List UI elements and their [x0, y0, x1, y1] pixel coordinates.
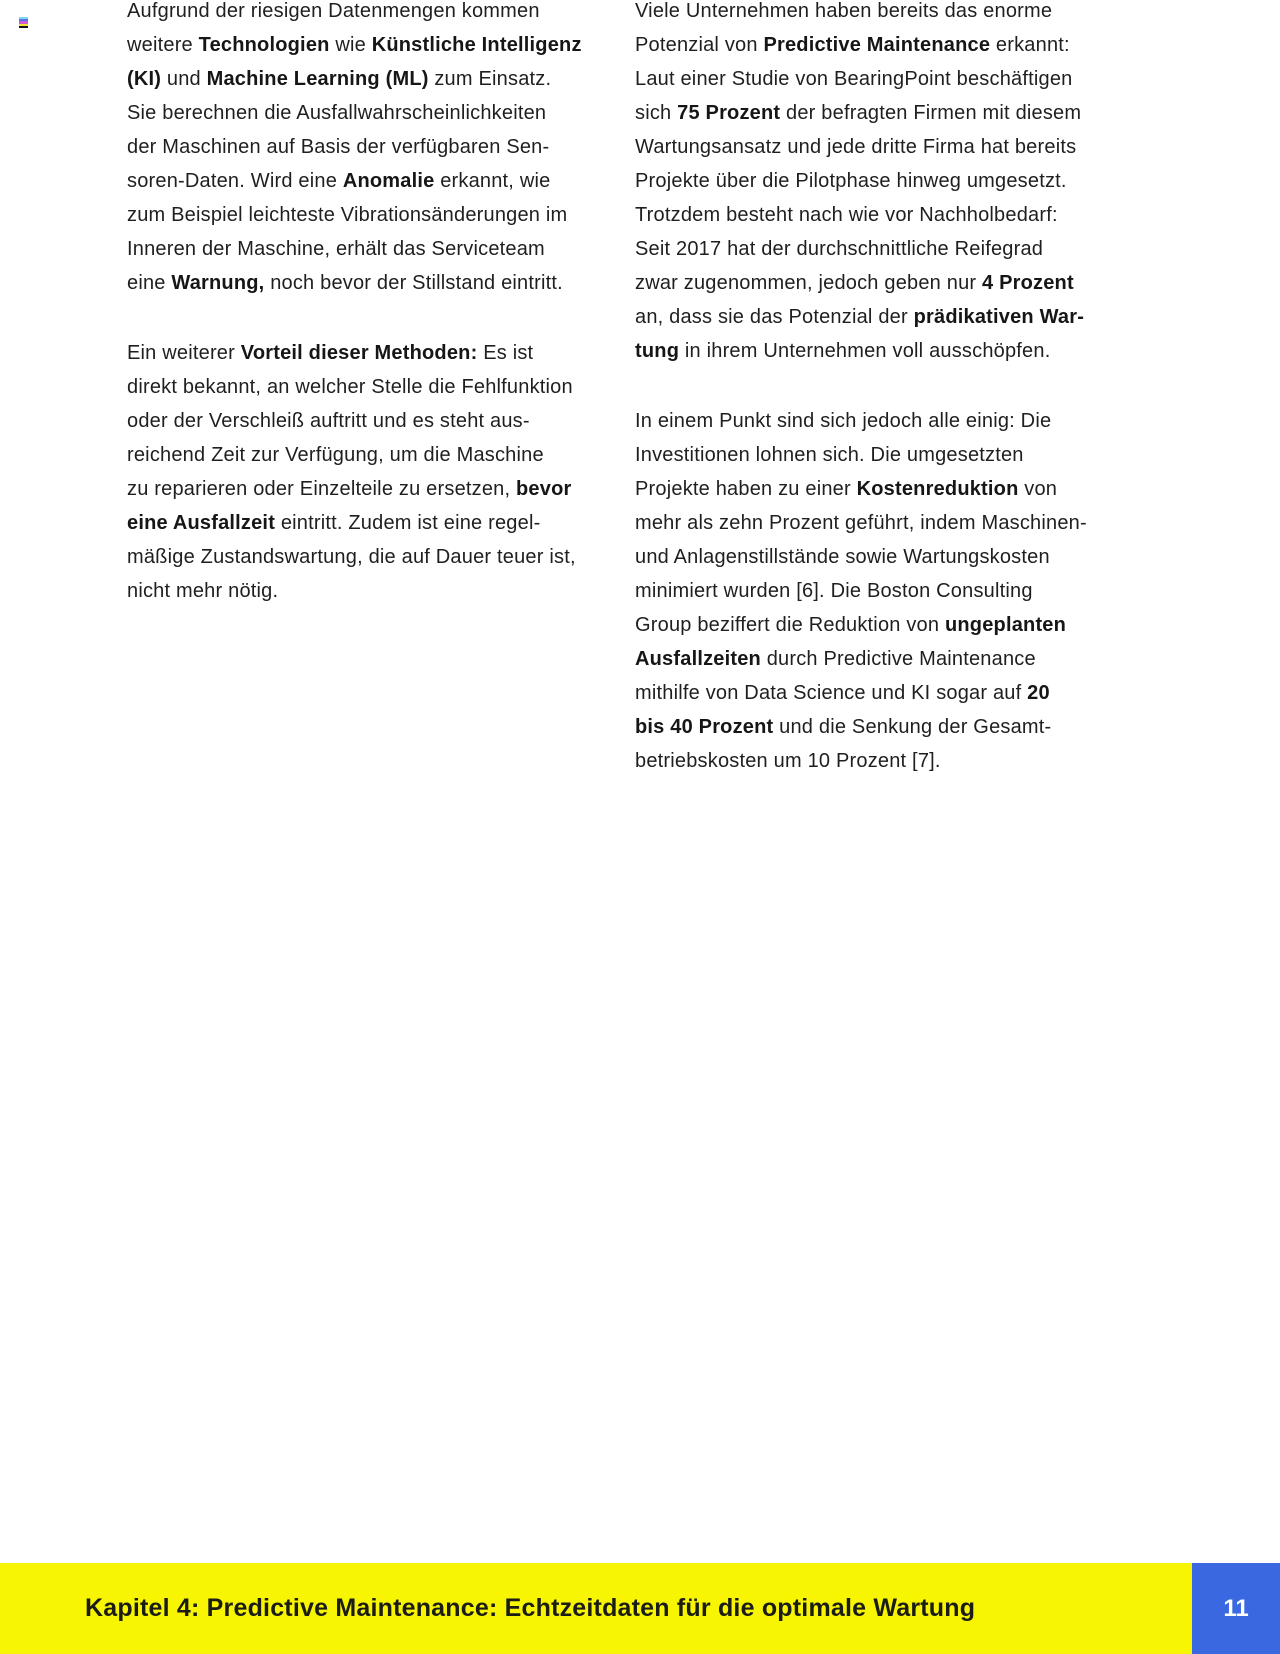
text-segment: Trotzdem besteht nach wie vor Nachholbedarf:	[635, 204, 1058, 226]
bold-text-segment: 75 Prozent	[677, 102, 781, 124]
text-segment: In einem Punkt sind sich jedoch alle einig: Die	[635, 410, 1052, 432]
text-line	[635, 164, 1115, 198]
text-line	[127, 130, 622, 164]
text-segment: Group beziffert die Reduktion von	[635, 614, 945, 636]
text-line	[635, 266, 1115, 300]
text-line	[635, 62, 1115, 96]
text-segment: Projekte über die Pilotphase hinweg umgesetzt.	[635, 170, 1067, 192]
text-segment: und die Senkung der Gesamt-	[773, 716, 1052, 738]
text-line	[635, 744, 1115, 778]
text-line	[635, 472, 1115, 506]
text-segment: weitere	[127, 34, 199, 56]
text-segment: Ein weiterer	[127, 342, 241, 364]
text-segment: Aufgrund der riesigen Datenmengen kommen	[127, 0, 540, 22]
text-line	[635, 232, 1115, 266]
text-segment: und Anlagenstillstände sowie Wartungskosten	[635, 546, 1050, 568]
bold-text-segment: prädikativen War-	[913, 306, 1085, 328]
text-segment: erkannt, wie	[434, 170, 551, 192]
text-segment: oder der Verschleiß auftritt und es steht aus-	[127, 410, 530, 432]
color-stripe	[19, 26, 28, 28]
text-line	[127, 370, 622, 404]
paragraph	[127, 0, 622, 300]
text-line	[635, 642, 1115, 676]
bold-text-segment: Warnung,	[171, 272, 265, 294]
text-line	[127, 232, 622, 266]
text-segment: betriebskosten um 10 Prozent [7].	[635, 750, 941, 772]
text-line	[127, 438, 622, 472]
bold-text-segment: ungeplanten	[944, 614, 1067, 636]
paragraph	[635, 404, 1115, 778]
text-segment: Wartungsansatz und jede dritte Firma hat bereits	[635, 136, 1077, 158]
text-segment: mäßige Zustandswartung, die auf Dauer teuer ist,	[127, 546, 576, 568]
text-line	[635, 0, 1115, 28]
text-segment: nicht mehr nötig.	[127, 580, 279, 602]
text-line	[635, 96, 1115, 130]
footer-chapter-strip	[0, 1563, 1192, 1654]
text-segment: der befragten Firmen mit diesem	[780, 102, 1082, 124]
text-segment: noch bevor der Stillstand eintritt.	[264, 272, 563, 294]
text-segment: soren-Daten. Wird eine	[127, 170, 343, 192]
text-line	[127, 472, 622, 506]
cmyk-print-mark-icon	[19, 17, 28, 28]
text-segment: wie	[329, 34, 372, 56]
text-segment: mehr als zehn Prozent geführt, indem Maschinen-	[635, 512, 1087, 534]
bold-text-segment: Predictive Maintenance	[763, 34, 991, 56]
text-segment: durch Predictive Maintenance	[760, 648, 1036, 670]
text-segment: mithilfe von Data Science und KI sogar auf	[635, 682, 1028, 704]
text-line	[127, 28, 622, 62]
bold-text-segment: tung	[635, 340, 680, 362]
text-line	[635, 28, 1115, 62]
text-segment: und	[161, 68, 207, 90]
bold-text-segment: bis 40 Prozent	[635, 716, 774, 738]
bold-text-segment: Anomalie	[342, 170, 435, 192]
text-segment: Sie berechnen die Ausfallwahrscheinlichkeiten	[127, 102, 547, 124]
text-line	[127, 96, 622, 130]
text-line	[635, 334, 1115, 368]
page-number-box	[1192, 1563, 1280, 1654]
text-segment: zum Einsatz.	[428, 68, 552, 90]
bold-text-segment: Künstliche Intelligenz	[371, 34, 582, 56]
footer-bar	[0, 1563, 1280, 1654]
text-segment: Viele Unternehmen haben bereits das enorme	[635, 0, 1053, 22]
text-line	[127, 62, 622, 96]
text-line	[635, 676, 1115, 710]
text-segment: von	[1018, 478, 1058, 500]
text-line	[127, 266, 622, 300]
text-line	[635, 574, 1115, 608]
text-line	[635, 506, 1115, 540]
bold-text-segment: Technologien	[198, 34, 330, 56]
text-line	[127, 574, 622, 608]
text-segment: sich	[635, 102, 678, 124]
text-segment: der Maschinen auf Basis der verfügbaren Sen-	[127, 136, 550, 158]
left-text-column	[127, 0, 622, 644]
text-segment: an, dass sie das Potenzial der	[635, 306, 914, 328]
text-segment: eintritt. Zudem ist eine regel-	[275, 512, 541, 534]
text-segment: direkt bekannt, an welcher Stelle die Fehlfunktion	[127, 376, 573, 398]
text-line	[635, 540, 1115, 574]
bold-text-segment: Machine Learning (ML)	[206, 68, 429, 90]
text-line	[635, 130, 1115, 164]
text-line	[127, 164, 622, 198]
text-line	[127, 0, 622, 28]
text-segment: zwar zugenommen, jedoch geben nur	[635, 272, 983, 294]
text-segment: Seit 2017 hat der durchschnittliche Reifegrad	[635, 238, 1044, 260]
text-segment: in ihrem Unternehmen voll ausschöpfen.	[679, 340, 1051, 362]
text-segment: reichend Zeit zur Verfügung, um die Maschine	[127, 444, 544, 466]
text-segment: Projekte haben zu einer	[635, 478, 857, 500]
text-segment: Inneren der Maschine, erhält das Serviceteam	[127, 238, 545, 260]
text-line	[127, 336, 622, 370]
text-line	[635, 198, 1115, 232]
page-number: 11	[1223, 1594, 1249, 1622]
bold-text-segment: Vorteil dieser Methoden:	[240, 342, 478, 364]
text-segment: minimiert wurden [6]. Die Boston Consulting	[635, 580, 1033, 602]
text-segment: Laut einer Studie von BearingPoint beschäftigen	[635, 68, 1073, 90]
text-segment: Es ist	[477, 342, 534, 364]
text-line	[635, 608, 1115, 642]
text-segment: zum Beispiel leichteste Vibrationsänderungen im	[127, 204, 568, 226]
text-line	[635, 300, 1115, 334]
text-segment: eine	[127, 272, 172, 294]
text-segment: zu reparieren oder Einzelteile zu ersetzen,	[127, 478, 517, 500]
right-text-column	[635, 0, 1115, 814]
bold-text-segment: bevor	[516, 478, 572, 500]
paragraph	[127, 336, 622, 608]
text-line	[127, 404, 622, 438]
text-line	[127, 198, 622, 232]
bold-text-segment: Kostenreduktion	[856, 478, 1019, 500]
paragraph	[635, 0, 1115, 368]
bold-text-segment: 20	[1027, 682, 1050, 704]
footer-chapter-title: Kapitel 4: Predictive Maintenance: Echtzeitdaten für die optimale Wartung	[85, 1594, 976, 1622]
text-line	[127, 540, 622, 574]
bold-text-segment: (KI)	[127, 68, 162, 90]
text-line	[635, 404, 1115, 438]
bold-text-segment: 4 Prozent	[982, 272, 1074, 294]
bold-text-segment: Ausfallzeiten	[635, 648, 761, 670]
text-segment: Investitionen lohnen sich. Die umgesetzten	[635, 444, 1024, 466]
text-line	[635, 710, 1115, 744]
text-line	[127, 506, 622, 540]
text-line	[635, 438, 1115, 472]
bold-text-segment: eine Ausfallzeit	[127, 512, 276, 534]
text-segment: Potenzial von	[635, 34, 764, 56]
text-segment: erkannt:	[990, 34, 1070, 56]
